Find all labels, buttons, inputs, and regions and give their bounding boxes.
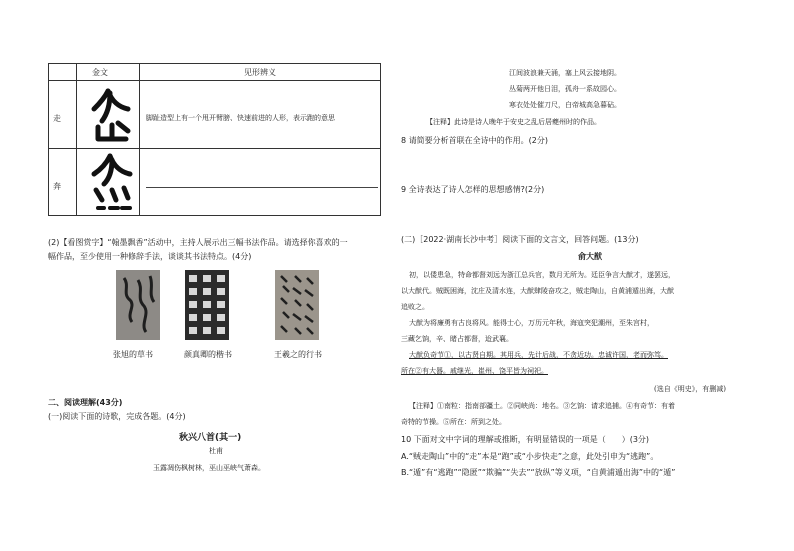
question-8: 8 请简要分析首联在全诗中的作用。(2分): [401, 136, 548, 145]
bronze-glyph-zou: [88, 85, 136, 145]
table-desc-zou: 脚趾造型上有一个甩开臂膀、快速前进的人形，表示跑的意思: [146, 114, 335, 122]
answer-line: [146, 187, 378, 188]
poem-author: 杜甫: [209, 447, 223, 455]
option-b: B.“遁”有“逃跑”“隐匿”“欺骗”“失去”“放纵”等义项，“自黄浦遁出海”中的“遁”: [401, 468, 676, 477]
paragraph-3-line2: 所在②有大器。戚继光，崔州、饶平皆为祠祀。: [401, 367, 548, 375]
article-title: 俞大猷: [578, 252, 602, 261]
question-10: 10 下面对文中字词的理解或推断，有明显错误的一项是（ ）(3分): [401, 435, 650, 444]
kaishu-calligraphy-image: [185, 270, 229, 340]
question-2-line2: 幅作品，至少使用一种修辞手法，谈谈其书法特点。(4分): [48, 252, 252, 261]
section-reading: 二、阅读理解(43分): [48, 398, 123, 407]
source-citation: (选自《明史》，有删减): [654, 385, 726, 393]
paragraph-1-line1: 初，以倭患急，特命都督刘远为浙江总兵官，数月无所为。廷臣争言大猷才，遂罢远，: [409, 271, 675, 279]
table-char-zou: 走: [53, 114, 61, 123]
xingshu-calligraphy-image: [275, 270, 319, 340]
poem-line-3: 丛菊两开他日泪，孤舟一系故园心。: [509, 85, 621, 93]
table-char-ben: 奔: [53, 182, 61, 191]
question-9: 9 全诗表达了诗人怎样的思想感情?(2分): [401, 185, 545, 194]
poem-line-4: 寒衣处处催刀尺，白帝城高急暮砧。: [509, 101, 621, 109]
poem-line-1: 玉露凋伤枫树林，巫山巫峡气萧森。: [153, 464, 265, 472]
caption-yanzhenqing: 颜真卿的楷书: [184, 350, 232, 359]
paragraph-1-line3: 追败之。: [401, 303, 429, 311]
paragraph-1-line2: 以大猷代。贼既困海，沈庄及清水连，大猷肆陵奋攻之，贼走陶山，自黄浦遁出海，大猷: [401, 287, 674, 295]
subsection-poem: (一)阅读下面的诗歌，完成各题。(4分): [48, 412, 186, 421]
paragraph-2-line2: 三藏乞饷，辛、睹占都督，迨武襄。: [401, 335, 513, 343]
subsection-classical: (二)［2022·湖南长沙中考］阅读下面的文言文，回答问题。(13分): [401, 235, 639, 244]
poem-title: 秋兴八首(其一): [179, 433, 242, 443]
table-header-meaning: 见形辨义: [244, 68, 276, 77]
poem-line-2: 江间波浪兼天涌，塞上风云接地阴。: [509, 69, 621, 77]
notes-line2: 奇特的节操。⑤所在：所到之处。: [401, 418, 506, 426]
bronze-glyph-ben: [88, 152, 136, 214]
poem-note: 【注释】此诗是诗人晚年于安史之乱后居夔州时的作品。: [426, 118, 601, 126]
caption-zhangxu: 张旭的草书: [113, 350, 153, 359]
option-a: A.“贼走陶山”中的“走”本是“跑”或“小步快走”之意，此处引申为“逃跑”。: [401, 452, 659, 461]
question-2-line1: (2)【看图赏字】“翰墨飘香”活动中，主持人展示出三幅书法作品。请选择你喜欢的一: [48, 238, 348, 247]
notes-line1: 【注释】①南粒：指南部疆土。②同峡尚：地名。③乞饷：请求追捕。④有奇节：有着: [409, 402, 675, 410]
caoshu-calligraphy-image: [116, 270, 160, 340]
paragraph-2-line1: 大猷为将廉勇有古良将风。能得士心，万历元年秋，海寇突犯潮州，至朱宫村，: [409, 319, 654, 327]
table-header-jinwen: 金文: [92, 68, 108, 77]
paragraph-3-line1: 大猷负奇节①，以古贤自期。其用兵，先计后战，不贪近功。忠诚许国，老而弥笃。: [409, 351, 668, 359]
caption-wangxizhi: 王羲之的行书: [274, 350, 322, 359]
